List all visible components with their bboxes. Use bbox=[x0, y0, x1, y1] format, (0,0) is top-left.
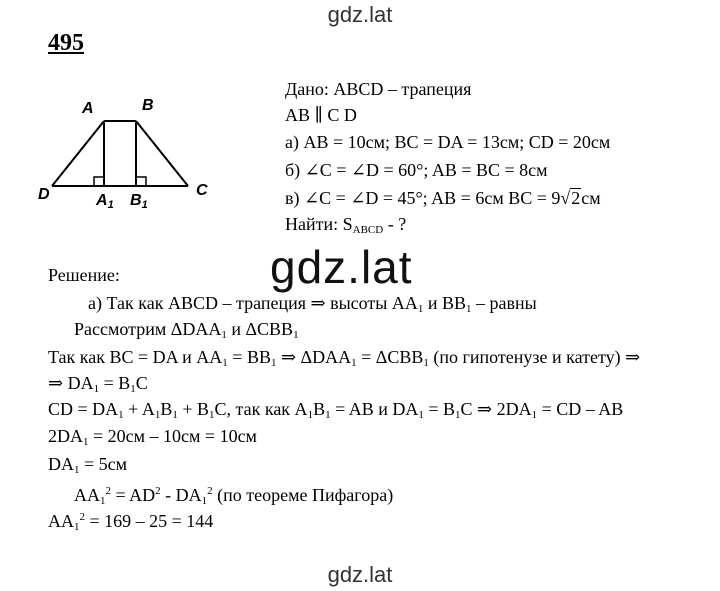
solution-line-6: $2DA_1 = 20см - 10см = 10см$ bbox=[48, 426, 257, 448]
given-line2: AB ∥ C D bbox=[285, 105, 357, 125]
label-b1: $B_1$ bbox=[130, 192, 148, 211]
solution-line-3: Так как BC = DA и $AA_1 = BB_1$ ⇒ $\Delta DAA_1 = \Delta CBB_1$ (по гипотенузе и катету) ⇒ bbox=[48, 347, 641, 369]
solution-line-9: $AA_1^2 = 169 - 25 = 144$ bbox=[48, 511, 214, 533]
problem-number: 495 bbox=[48, 30, 84, 56]
find-line: Найти: $S_{ABCD}$ - ? bbox=[285, 214, 407, 236]
solution-heading: Решение: bbox=[48, 265, 120, 285]
watermark-middle: gdz.lat bbox=[270, 241, 413, 293]
given-a: а) AB = 10см; BC = DA = 13см; CD = 20см bbox=[285, 132, 611, 152]
watermark-top: gdz.lat bbox=[327, 2, 393, 27]
solution-line-8: $AA_1^2 = AD^2 - DA_1^2$ (по теореме Пифагора) bbox=[74, 485, 394, 507]
given-line1: Дано: ABCD – трапеция bbox=[285, 79, 472, 99]
right-angle-a1 bbox=[94, 177, 103, 186]
label-a: A bbox=[82, 100, 94, 117]
solution-line-4: ⇒ $DA_1 = B_1C$ bbox=[48, 373, 148, 395]
right-angle-b1 bbox=[137, 177, 146, 186]
label-c: C bbox=[196, 182, 208, 199]
solution-line-1: а) Так как ABCD – трапеция ⇒ высоты $AA_1$ и $BB_1$ – равны bbox=[88, 293, 537, 315]
watermark-bottom: gdz.lat bbox=[327, 562, 393, 587]
solution-line-5: CD = $DA_1 + A_1B_1 + B_1C$, так как $A_1B_1$ = AB и $DA_1 = B_1C$ ⇒ $2DA_1$ = CD – AB bbox=[48, 399, 624, 421]
solution-line-7: $DA_1 = 5см$ bbox=[48, 454, 128, 476]
given-b: б) ∠C = ∠D = 60°; AB = BC = 8см bbox=[285, 160, 548, 180]
label-d: D bbox=[38, 186, 50, 203]
label-a1: $A_1$ bbox=[96, 192, 114, 211]
label-b: B bbox=[142, 97, 154, 114]
given-c: в) ∠C = ∠D = 45°; AB = 6см BC = 9√2см bbox=[285, 188, 601, 208]
solution-line-2: Рассмотрим $\Delta DAA_1$ и $\Delta CBB_1$ bbox=[74, 319, 299, 341]
